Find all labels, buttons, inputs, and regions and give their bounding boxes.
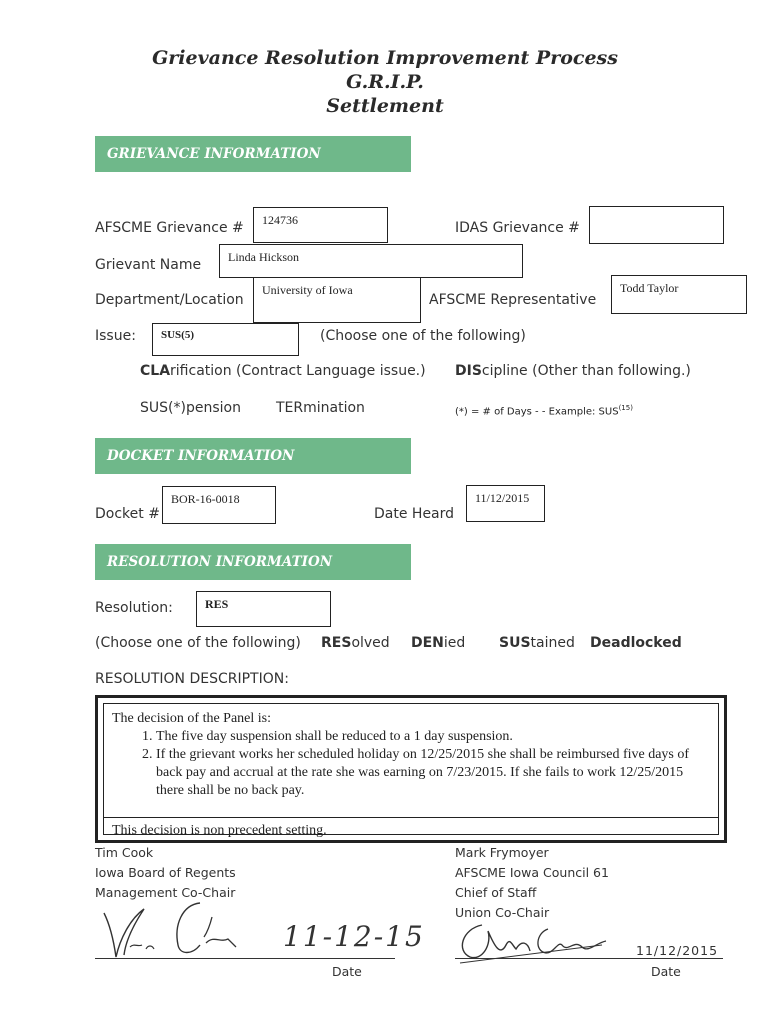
afscme-grievance-field[interactable]: 124736 <box>253 207 388 243</box>
resolution-option-resolved <box>321 635 390 651</box>
days-note <box>455 404 633 417</box>
issue-option-discipline-code: DIS <box>455 363 482 379</box>
days-note-superscript: (15) <box>618 404 633 412</box>
idas-grievance-field[interactable] <box>589 206 724 244</box>
resolution-option-sustained-text: tained <box>530 635 575 651</box>
left-signature-line <box>95 958 395 959</box>
date-heard-field[interactable]: 11/12/2015 <box>466 485 545 522</box>
docket-number-field[interactable]: BOR-16-0018 <box>162 486 276 524</box>
issue-option-suspension: SUS(*)pension <box>140 400 241 416</box>
grievant-name-label: Grievant Name <box>95 257 202 273</box>
resolution-information-heading: RESOLUTION INFORMATION <box>107 554 333 570</box>
issue-option-clarification <box>140 363 426 379</box>
grievance-information-banner <box>95 136 411 172</box>
resolution-option-resolved-text: olved <box>351 635 390 651</box>
right-signer-title-2: Union Co-Chair <box>455 905 550 920</box>
issue-option-clarification-text: rification (Contract Language issue.) <box>170 363 426 379</box>
resolution-description-divider <box>104 817 718 818</box>
grievant-name-field[interactable]: Linda Hickson <box>219 244 523 278</box>
page-subtitle-acronym: G.R.I.P. <box>346 71 424 93</box>
department-location-field[interactable]: University of Iowa <box>253 277 421 323</box>
resolution-description-item-2: 2. If the grievant works her scheduled holiday on 12/25/2015 she shall be reimbursed five days of back pay and accrual at the rate she was earning on 7/23/2015. If she fails to work 12/25/2015 there shall be no back pay. <box>156 746 710 800</box>
resolution-option-denied <box>411 635 465 651</box>
resolution-description-footer: This decision is non precedent setting. <box>112 823 327 838</box>
department-location-label: Department/Location <box>95 292 244 308</box>
issue-option-discipline-text: cipline (Other than following.) <box>481 363 691 379</box>
resolution-description-label: RESOLUTION DESCRIPTION: <box>95 671 289 687</box>
left-signer-name: Tim Cook <box>95 845 154 860</box>
resolution-label: Resolution: <box>95 600 173 616</box>
resolution-description-list <box>112 728 710 800</box>
issue-option-clarification-code: CLA <box>140 363 171 379</box>
resolution-description-box[interactable] <box>95 695 727 843</box>
resolution-choose-instruction: (Choose one of the following) <box>95 635 301 651</box>
docket-information-banner <box>95 438 411 474</box>
afscme-representative-label: AFSCME Representative <box>429 292 597 308</box>
resolution-field[interactable]: RES <box>196 591 331 627</box>
resolution-option-sustained-code: SUS <box>499 635 531 651</box>
grievance-information-heading: GRIEVANCE INFORMATION <box>107 146 321 162</box>
issue-label: Issue: <box>95 328 136 344</box>
right-signature <box>452 915 612 970</box>
resolution-description-content <box>103 703 719 838</box>
issue-field[interactable]: SUS(5) <box>152 323 299 356</box>
left-signature <box>96 895 246 965</box>
resolution-option-denied-code: DEN <box>411 635 444 651</box>
page-subtitle-settlement: Settlement <box>326 95 444 117</box>
right-date-label: Date <box>651 964 681 979</box>
resolution-option-sustained <box>499 635 575 651</box>
afscme-representative-field[interactable]: Todd Taylor <box>611 275 747 314</box>
issue-choose-instruction: (Choose one of the following) <box>320 328 526 344</box>
left-date-handwritten: 11-12-15 <box>283 920 425 953</box>
resolution-information-banner <box>95 544 411 580</box>
left-signer-title: Management Co-Chair <box>95 885 236 900</box>
issue-option-termination: TERmination <box>276 400 365 416</box>
docket-number-label: Docket # <box>95 506 160 522</box>
right-signer-name: Mark Frymoyer <box>455 845 549 860</box>
resolution-option-denied-text: ied <box>443 635 466 651</box>
resolution-option-deadlocked: Deadlocked <box>590 635 682 651</box>
docket-information-heading: DOCKET INFORMATION <box>107 448 295 464</box>
issue-option-discipline <box>455 363 691 379</box>
right-signer-organization: AFSCME Iowa Council 61 <box>455 865 609 880</box>
right-signer-title-1: Chief of Staff <box>455 885 537 900</box>
resolution-description-intro: The decision of the Panel is: <box>112 711 272 726</box>
date-heard-label: Date Heard <box>374 506 455 522</box>
right-date-value: 11/12/2015 <box>636 943 719 958</box>
resolution-option-resolved-code: RES <box>321 635 352 651</box>
resolution-description-item-1: 1. The five day suspension shall be reduced to a 1 day suspension. <box>156 728 710 746</box>
page-title: Grievance Resolution Improvement Process <box>152 47 618 69</box>
afscme-grievance-label: AFSCME Grievance # <box>95 220 244 236</box>
days-note-text: (*) = # of Days - - Example: SUS <box>455 406 619 418</box>
right-signature-line <box>455 958 723 959</box>
left-date-label: Date <box>332 964 362 979</box>
idas-grievance-label: IDAS Grievance # <box>455 220 580 236</box>
left-signer-organization: Iowa Board of Regents <box>95 865 236 880</box>
